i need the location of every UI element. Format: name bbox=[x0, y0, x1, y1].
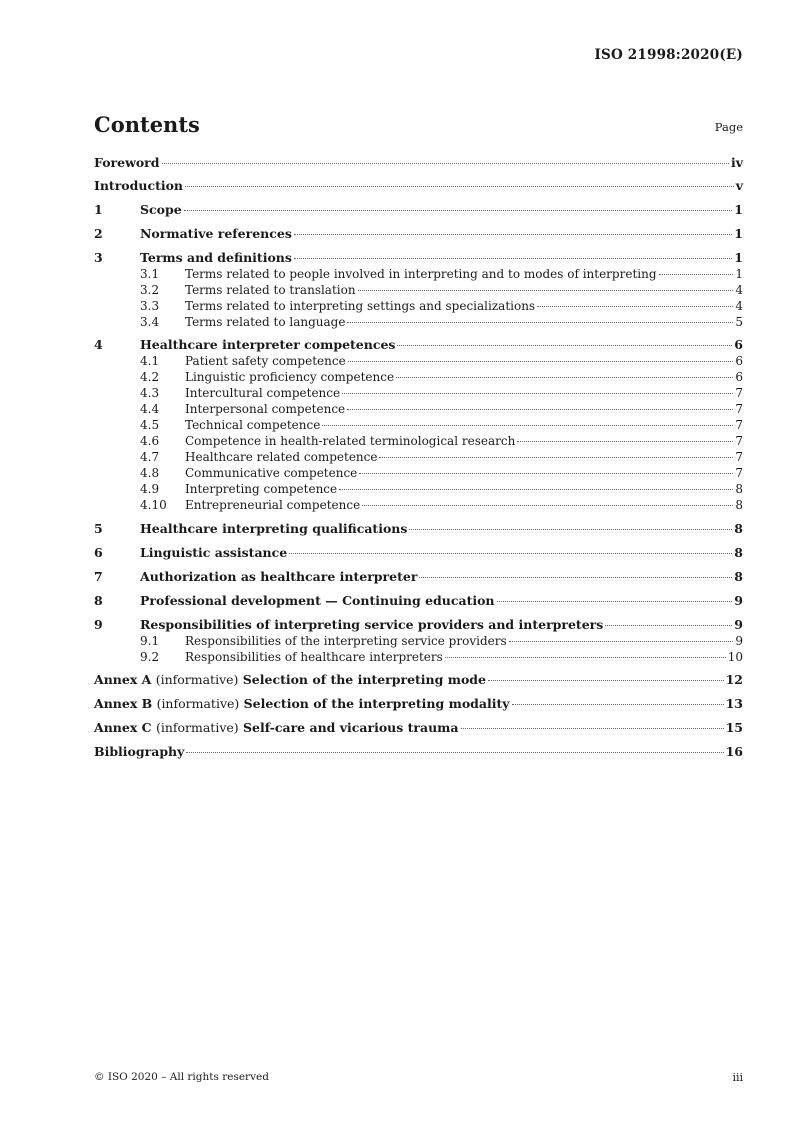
toc-entry-page: 16 bbox=[725, 744, 743, 759]
toc-entry[interactable] bbox=[94, 593, 743, 609]
dot-leader bbox=[419, 576, 732, 578]
toc-entry-number: 1 bbox=[94, 202, 103, 217]
toc-entry-number: 5 bbox=[94, 521, 103, 536]
toc-entry[interactable] bbox=[94, 545, 743, 561]
toc-entry-label: Scope bbox=[140, 202, 182, 217]
toc-entry-number: 4 bbox=[94, 337, 103, 352]
toc-entry-label: Terms related to people involved in interpreting and to modes of interpreting bbox=[185, 267, 657, 281]
copyright-notice: © ISO 2020 – All rights reserved bbox=[94, 1071, 269, 1083]
toc-entry-page: 8 bbox=[734, 545, 743, 560]
toc-entry-label: Introduction bbox=[94, 178, 184, 193]
toc-entry-number: 3 bbox=[94, 250, 103, 265]
toc-entry[interactable] bbox=[94, 569, 743, 585]
toc-entry-label: Foreword bbox=[94, 155, 160, 170]
toc-entry-page: 9 bbox=[734, 617, 743, 632]
annex-title: Selection of the interpreting modality bbox=[243, 696, 510, 711]
annex-id: Annex A bbox=[94, 672, 152, 687]
toc-entry-label: Terms related to translation bbox=[185, 283, 356, 297]
dot-leader bbox=[488, 679, 724, 681]
toc-entry-number: 4.8 bbox=[140, 466, 160, 480]
toc-entry-label: Communicative competence bbox=[185, 466, 358, 480]
toc-entry-label: Normative references bbox=[140, 226, 292, 241]
dot-leader bbox=[162, 162, 729, 164]
toc-entry-page: 8 bbox=[734, 521, 743, 536]
toc-entry-page: 9 bbox=[734, 593, 743, 608]
toc-entry-page: 12 bbox=[725, 672, 743, 687]
dot-leader bbox=[509, 640, 734, 642]
toc-entry-label: Healthcare related competence bbox=[185, 450, 378, 464]
dot-leader bbox=[342, 392, 733, 394]
toc-entry-number: 9.2 bbox=[140, 650, 160, 664]
toc-entry[interactable] bbox=[94, 298, 743, 314]
toc-entry[interactable] bbox=[94, 314, 743, 330]
dot-leader bbox=[397, 344, 732, 346]
toc-entry-page: 8 bbox=[735, 498, 743, 512]
toc-entry-page: 5 bbox=[735, 315, 743, 329]
toc-entry-page: 6 bbox=[734, 337, 743, 352]
toc-entry-number: 4.5 bbox=[140, 418, 160, 432]
toc-entry[interactable] bbox=[94, 497, 743, 513]
dot-leader bbox=[605, 624, 732, 626]
dot-leader bbox=[347, 408, 733, 410]
toc-entry-label: Healthcare interpreting qualifications bbox=[140, 521, 408, 536]
toc-entry-label: Responsibilities of the interpreting service providers bbox=[185, 634, 507, 648]
toc-entry-page: 7 bbox=[735, 434, 743, 448]
page-number: iii bbox=[732, 1071, 743, 1084]
toc-entry[interactable] bbox=[94, 433, 743, 449]
dot-leader bbox=[339, 488, 733, 490]
toc-entry-page: 15 bbox=[725, 720, 743, 735]
toc-entry-number: 3.2 bbox=[140, 283, 160, 297]
toc-entry[interactable] bbox=[94, 250, 743, 266]
dot-leader bbox=[409, 528, 732, 530]
dot-leader bbox=[348, 360, 734, 362]
dot-leader bbox=[322, 424, 733, 426]
toc-entry-label bbox=[94, 672, 486, 688]
dot-leader bbox=[359, 472, 733, 474]
toc-entry-label: Interpersonal competence bbox=[185, 402, 346, 416]
toc-entry-number: 4.6 bbox=[140, 434, 160, 448]
toc-entry-label: Healthcare interpreter competences bbox=[140, 337, 396, 352]
annex-note: (informative) bbox=[155, 672, 239, 687]
toc-entry-number: 8 bbox=[94, 593, 103, 608]
toc-entry-number: 3.1 bbox=[140, 267, 160, 281]
toc-entry[interactable] bbox=[94, 282, 743, 298]
toc-entry-number: 4.7 bbox=[140, 450, 160, 464]
dot-leader bbox=[347, 321, 733, 323]
dot-leader bbox=[396, 376, 733, 378]
toc-entry[interactable] bbox=[94, 369, 743, 385]
annex-id: Annex B bbox=[94, 696, 153, 711]
toc-entry-number: 6 bbox=[94, 545, 103, 560]
toc-entry[interactable] bbox=[94, 401, 743, 417]
toc-entry-label: Authorization as healthcare interpreter bbox=[140, 569, 418, 584]
toc-entry[interactable] bbox=[94, 449, 743, 465]
toc-entry-page: 13 bbox=[725, 696, 743, 711]
dot-leader bbox=[659, 273, 734, 275]
toc-entry-number: 4.9 bbox=[140, 482, 160, 496]
toc-entry[interactable] bbox=[94, 633, 743, 649]
toc-entry-page: 9 bbox=[735, 634, 743, 648]
contents-title: Contents bbox=[94, 112, 200, 137]
toc-entry-number: 4.3 bbox=[140, 386, 160, 400]
dot-leader bbox=[184, 209, 733, 211]
toc-entry-label: Linguistic assistance bbox=[140, 545, 288, 560]
annex-title: Selection of the interpreting mode bbox=[242, 672, 486, 687]
toc-entry-page: 1 bbox=[735, 267, 743, 281]
toc-entry-page: v bbox=[735, 178, 743, 193]
toc-entry[interactable] bbox=[94, 155, 743, 171]
dot-leader bbox=[461, 727, 724, 729]
toc-entry-page: 1 bbox=[734, 250, 743, 265]
toc-entry-number: 7 bbox=[94, 569, 103, 584]
toc-entry-page: 7 bbox=[735, 466, 743, 480]
toc-entry-label: Competence in health-related terminological research bbox=[185, 434, 516, 448]
toc-entry[interactable] bbox=[94, 696, 743, 712]
dot-leader bbox=[537, 305, 733, 307]
toc-entry[interactable] bbox=[94, 202, 743, 218]
toc-entry-number: 3.3 bbox=[140, 299, 160, 313]
toc-entry-page: 10 bbox=[727, 650, 743, 664]
annex-id: Annex C bbox=[94, 720, 152, 735]
toc-entry-page: 6 bbox=[735, 354, 743, 368]
toc-entry-number: 4.2 bbox=[140, 370, 160, 384]
dot-leader bbox=[358, 289, 734, 291]
toc-entry-page: 8 bbox=[734, 569, 743, 584]
toc-entry-label: Terms and definitions bbox=[140, 250, 292, 265]
toc-entry-number: 9 bbox=[94, 617, 103, 632]
toc-entry-label: Professional development — Continuing education bbox=[140, 593, 495, 608]
toc-entry-label: Bibliography bbox=[94, 744, 185, 759]
toc-entry-page: 4 bbox=[735, 283, 743, 297]
toc-entry-label bbox=[94, 720, 459, 736]
toc-entry-page: 6 bbox=[735, 370, 743, 384]
toc-entry[interactable] bbox=[94, 617, 743, 633]
toc-entry[interactable] bbox=[94, 465, 743, 481]
dot-leader bbox=[517, 440, 733, 442]
toc-entry-page: iv bbox=[730, 155, 743, 170]
toc-entry[interactable] bbox=[94, 481, 743, 497]
toc-entry[interactable] bbox=[94, 649, 743, 665]
toc-entry-page: 1 bbox=[734, 226, 743, 241]
toc-entry[interactable] bbox=[94, 720, 743, 736]
toc-entry-page: 7 bbox=[735, 386, 743, 400]
toc-entry-label: Responsibilities of healthcare interpreters bbox=[185, 650, 443, 664]
annex-title: Self-care and vicarious trauma bbox=[243, 720, 459, 735]
dot-leader bbox=[497, 600, 733, 602]
toc-entry-label: Responsibilities of interpreting service providers and interpreters bbox=[140, 617, 604, 632]
toc-entry-page: 4 bbox=[735, 299, 743, 313]
toc-entry-label: Intercultural competence bbox=[185, 386, 341, 400]
toc-entry-number: 4.4 bbox=[140, 402, 160, 416]
toc-entry[interactable] bbox=[94, 385, 743, 401]
toc-entry-number: 4.10 bbox=[140, 498, 167, 512]
toc-entry[interactable] bbox=[94, 266, 743, 282]
dot-leader bbox=[362, 504, 733, 506]
dot-leader bbox=[294, 233, 732, 235]
annex-note: (informative) bbox=[155, 720, 239, 735]
toc-entry-label: Linguistic proficiency competence bbox=[185, 370, 395, 384]
toc-entry[interactable] bbox=[94, 744, 743, 760]
toc-entry-page: 7 bbox=[735, 450, 743, 464]
toc-entry[interactable] bbox=[94, 417, 743, 433]
toc-entry[interactable] bbox=[94, 178, 743, 194]
page-footer bbox=[94, 1071, 743, 1085]
document-id: ISO 21998:2020(E) bbox=[594, 47, 743, 63]
toc-entry-number: 9.1 bbox=[140, 634, 160, 648]
contents-heading bbox=[94, 112, 743, 138]
toc-entry-number: 4.1 bbox=[140, 354, 160, 368]
toc-entry[interactable] bbox=[94, 226, 743, 242]
toc-entry-label: Terms related to language bbox=[185, 315, 346, 329]
toc-entry-label: Patient safety competence bbox=[185, 354, 346, 368]
toc-entry-label: Technical competence bbox=[185, 418, 321, 432]
toc-entry-label: Entrepreneurial competence bbox=[185, 498, 361, 512]
toc-entry-page: 7 bbox=[735, 418, 743, 432]
toc-entry-label: Terms related to interpreting settings and specializations bbox=[185, 299, 536, 313]
toc-entry[interactable] bbox=[94, 672, 743, 688]
toc-entry-number: 2 bbox=[94, 226, 103, 241]
toc-entry-label bbox=[94, 696, 510, 712]
dot-leader bbox=[294, 257, 732, 259]
toc-entry-page: 1 bbox=[734, 202, 743, 217]
toc-entry-label: Interpreting competence bbox=[185, 482, 338, 496]
toc-entry-page: 8 bbox=[735, 482, 743, 496]
toc-entry[interactable] bbox=[94, 337, 743, 353]
dot-leader bbox=[185, 185, 734, 187]
dot-leader bbox=[289, 552, 732, 554]
dot-leader bbox=[445, 656, 726, 658]
dot-leader bbox=[512, 703, 724, 705]
toc-entry-page: 7 bbox=[735, 402, 743, 416]
dot-leader bbox=[379, 456, 733, 458]
toc-entry[interactable] bbox=[94, 521, 743, 537]
annex-note: (informative) bbox=[156, 696, 240, 711]
page-column-label: Page bbox=[714, 120, 743, 134]
toc-entry-number: 3.4 bbox=[140, 315, 160, 329]
toc-entry[interactable] bbox=[94, 353, 743, 369]
dot-leader bbox=[186, 751, 723, 753]
